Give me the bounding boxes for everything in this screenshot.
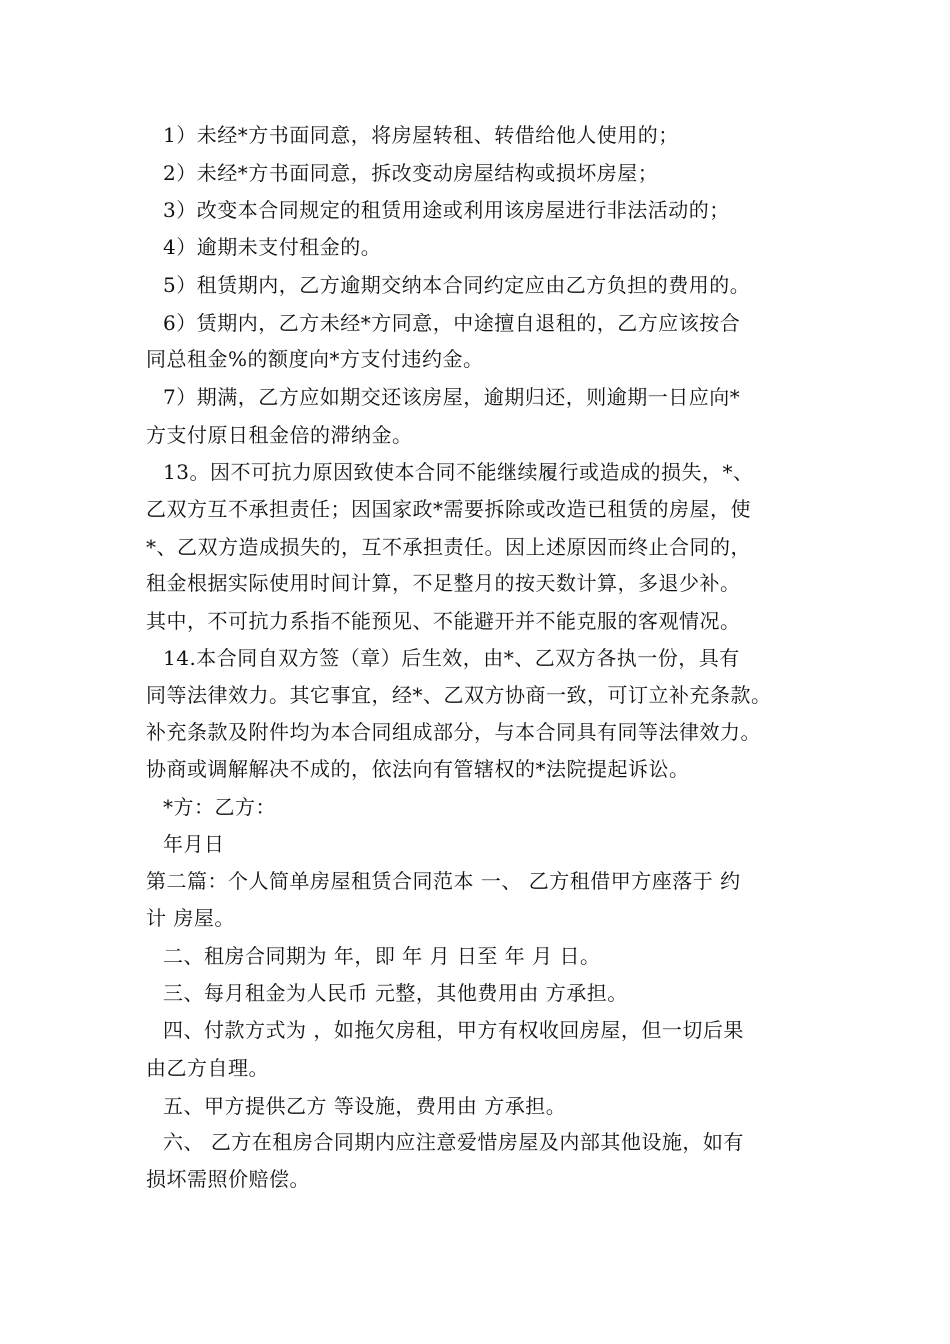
clause-13-line-4: 租金根据实际使用时间计算，不足整月的按天数计算，多退少补。 xyxy=(146,571,741,595)
signature-parties: *方：乙方： xyxy=(163,795,276,819)
clause-13-line-3: *、乙双方造成损失的，互不承担责任。因上述原因而终止合同的， xyxy=(146,535,751,559)
part-two-item-6-line-1: 六、 乙方在租房合同期内应注意爱惜房屋及内部其他设施，如有 xyxy=(163,1130,744,1154)
part-two-heading: 第二篇：个人简单房屋租赁合同范本 一、 乙方租借甲方座落于 约 xyxy=(146,869,741,893)
part-two-item-1-cont: 计 房屋。 xyxy=(146,906,235,930)
clause-13-line-1: 13。因不可抗力原因致使本合同不能继续履行或造成的损失，*、 xyxy=(163,460,754,484)
clause-13-line-5: 其中，不可抗力系指不能预见、不能避开并不能克服的客观情况。 xyxy=(146,609,741,633)
clause-7-line-1: 7）期满，乙方应如期交还该房屋，逾期归还，则逾期一日应向* xyxy=(163,385,741,409)
clause-5: 5）租赁期内，乙方逾期交纳本合同约定应由乙方负担的费用的。 xyxy=(163,273,751,297)
part-two-item-4-line-1: 四、付款方式为 ，如拖欠房租，甲方有权收回房屋，但一切后果 xyxy=(163,1018,744,1042)
part-two-item-3: 三、每月租金为人民币 元整，其他费用由 方承担。 xyxy=(163,981,628,1005)
part-two-item-2: 二、租房合同期为 年，即 年 月 日至 年 月 日。 xyxy=(163,944,601,968)
part-two-item-5: 五、甲方提供乙方 等设施，费用由 方承担。 xyxy=(163,1094,567,1118)
clause-7-line-2: 方支付原日租金倍的滞纳金。 xyxy=(146,423,413,447)
part-two-item-6-line-2: 损坏需照价赔偿。 xyxy=(146,1167,310,1191)
part-two-item-4-line-2: 由乙方自理。 xyxy=(146,1056,269,1080)
clause-6-line-1: 6）赁期内，乙方未经*方同意，中途擅自退租的，乙方应该按合 xyxy=(163,311,741,335)
clause-3: 3）改变本合同规定的租赁用途或利用该房屋进行非法活动的； xyxy=(163,198,730,222)
clause-1: 1）未经*方书面同意，将房屋转租、转借给他人使用的； xyxy=(163,123,679,147)
clause-4: 4）逾期未支付租金的。 xyxy=(163,235,382,259)
clause-2: 2）未经*方书面同意，拆改变动房屋结构或损坏房屋； xyxy=(163,161,659,185)
clause-14-line-4: 协商或调解解决不成的，依法向有管辖权的*法院提起诉讼。 xyxy=(146,757,690,781)
clause-14-line-2: 同等法律效力。其它事宜，经*、乙双方协商一致，可订立补充条款。 xyxy=(146,683,772,707)
clause-13-line-2: 乙双方互不承担责任；因国家政*需要拆除或改造已租赁的房屋，使 xyxy=(146,497,751,521)
signature-date: 年月日 xyxy=(163,832,225,856)
clause-14-line-3: 补充条款及附件均为本合同组成部分，与本合同具有同等法律效力。 xyxy=(146,720,761,744)
clause-6-line-2: 同总租金%的额度向*方支付违约金。 xyxy=(146,347,484,371)
clause-14-line-1: 14.本合同自双方签（章）后生效，由*、乙双方各执一份，具有 xyxy=(163,646,740,670)
